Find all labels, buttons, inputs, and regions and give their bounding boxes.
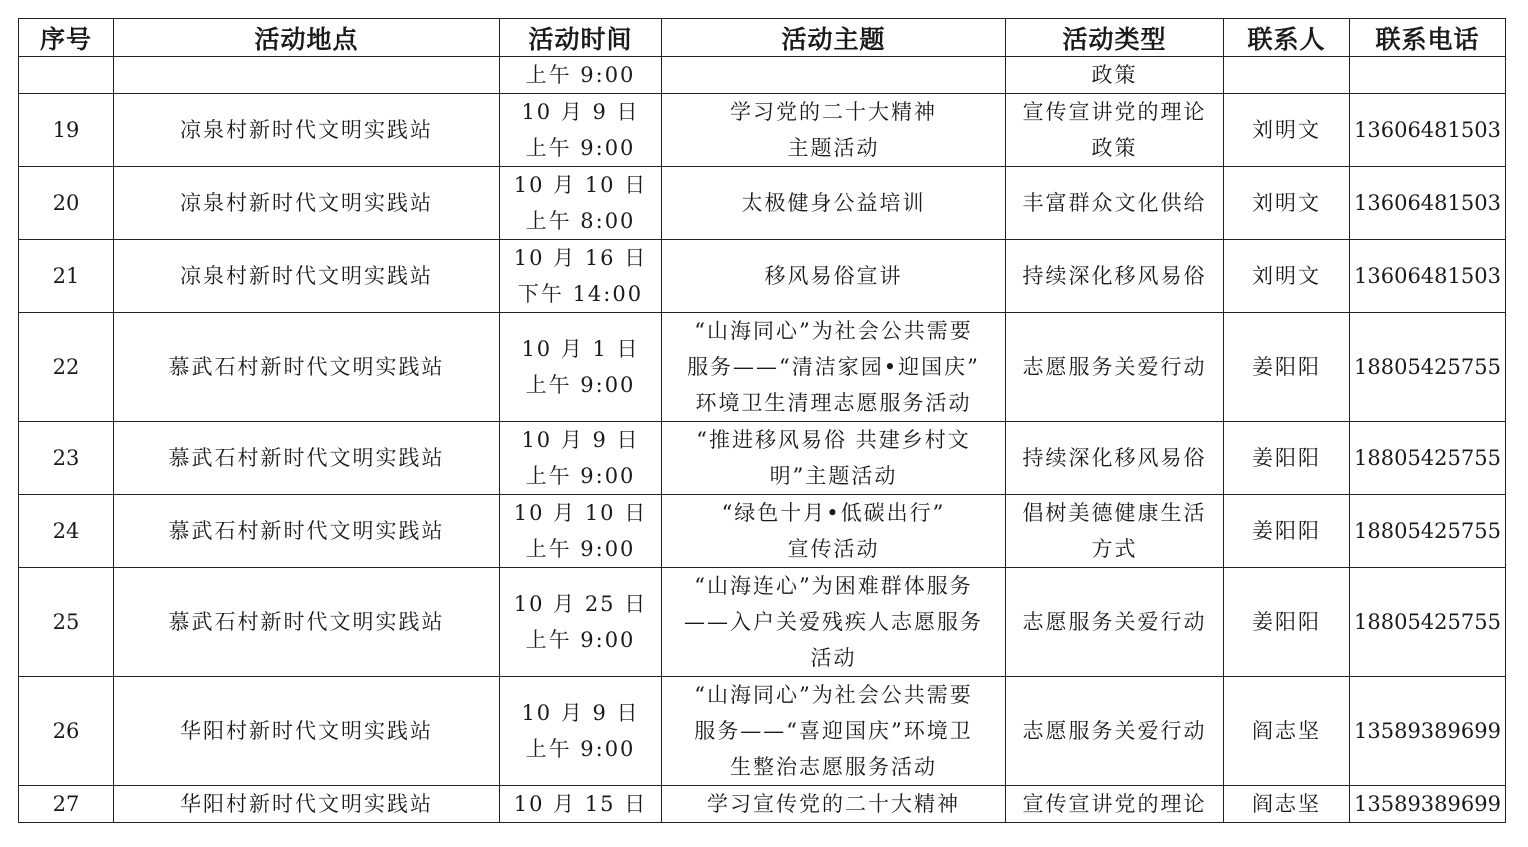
cell-seq: 27	[19, 786, 114, 823]
cell-seq	[19, 57, 114, 94]
header-type: 活动类型	[1006, 19, 1224, 57]
table-body	[19, 57, 1506, 823]
cell-contact	[1224, 57, 1350, 94]
cell-time-line: 10 月 10 日	[513, 173, 648, 197]
cell-theme-line: 太极健身公益培训	[741, 191, 926, 215]
cell-type	[1006, 313, 1224, 422]
cell-contact: 姜阳阳	[1224, 422, 1350, 495]
cell-theme-line: 宣传活动	[787, 537, 880, 561]
cell-contact: 刘明文	[1224, 94, 1350, 167]
cell-type	[1006, 57, 1224, 94]
cell-theme-line: 活动	[810, 646, 857, 670]
cell-theme-line: 学习党的二十大精神	[730, 100, 937, 124]
cell-location: 慕武石村新时代文明实践站	[114, 313, 500, 422]
cell-theme-line: “山海连心”为困难群体服务	[694, 574, 973, 598]
table-row	[19, 167, 1506, 240]
cell-theme-line: 主题活动	[787, 136, 880, 160]
cell-type	[1006, 677, 1224, 786]
cell-theme-line: 生整治志愿服务活动	[730, 755, 937, 779]
table-row	[19, 568, 1506, 677]
cell-theme-line: 移风易俗宣讲	[764, 264, 903, 288]
cell-time-line: 10 月 9 日	[521, 100, 640, 124]
cell-theme	[662, 786, 1006, 823]
cell-theme	[662, 57, 1006, 94]
cell-time-line: 上午 9:00	[525, 63, 636, 87]
cell-location: 华阳村新时代文明实践站	[114, 786, 500, 823]
cell-time	[500, 495, 662, 568]
table-row	[19, 495, 1506, 568]
cell-time-line: 上午 9:00	[525, 136, 636, 160]
cell-phone: 13589389699	[1350, 677, 1506, 786]
cell-time-line: 10 月 1 日	[521, 337, 640, 361]
cell-phone: 13606481503	[1350, 94, 1506, 167]
cell-theme-line: “绿色十月•低碳出行”	[721, 501, 946, 525]
cell-contact: 姜阳阳	[1224, 313, 1350, 422]
cell-seq: 20	[19, 167, 114, 240]
cell-time-line: 10 月 10 日	[513, 501, 648, 525]
cell-time-line: 10 月 16 日	[513, 246, 648, 270]
cell-theme-line: “山海同心”为社会公共需要	[694, 319, 973, 343]
cell-contact: 姜阳阳	[1224, 568, 1350, 677]
cell-type-line: 方式	[1091, 537, 1138, 561]
cell-seq: 24	[19, 495, 114, 568]
cell-theme	[662, 313, 1006, 422]
cell-location: 凉泉村新时代文明实践站	[114, 94, 500, 167]
cell-time	[500, 313, 662, 422]
cell-type	[1006, 422, 1224, 495]
cell-theme	[662, 240, 1006, 313]
cell-phone: 13606481503	[1350, 167, 1506, 240]
cell-type-line: 宣传宣讲党的理论	[1022, 100, 1207, 124]
cell-theme	[662, 422, 1006, 495]
table-row	[19, 94, 1506, 167]
cell-type-line: 志愿服务关爱行动	[1022, 355, 1207, 379]
cell-type	[1006, 240, 1224, 313]
cell-time	[500, 568, 662, 677]
cell-time	[500, 167, 662, 240]
table-row	[19, 313, 1506, 422]
cell-phone: 18805425755	[1350, 495, 1506, 568]
header-row	[19, 19, 1506, 57]
cell-location: 慕武石村新时代文明实践站	[114, 495, 500, 568]
header-contact: 联系人	[1224, 19, 1350, 57]
cell-theme-line: 明”主题活动	[769, 464, 898, 488]
cell-type-line: 志愿服务关爱行动	[1022, 719, 1207, 743]
cell-location	[114, 57, 500, 94]
cell-time	[500, 94, 662, 167]
header-phone: 联系电话	[1350, 19, 1506, 57]
cell-time-line: 10 月 9 日	[521, 428, 640, 452]
cell-location: 凉泉村新时代文明实践站	[114, 240, 500, 313]
cell-theme	[662, 167, 1006, 240]
cell-time	[500, 422, 662, 495]
cell-time-line: 下午 14:00	[517, 282, 644, 306]
cell-type-line: 政策	[1091, 136, 1138, 160]
table-row	[19, 240, 1506, 313]
cell-type	[1006, 167, 1224, 240]
cell-type-line: 志愿服务关爱行动	[1022, 610, 1207, 634]
cell-location: 凉泉村新时代文明实践站	[114, 167, 500, 240]
cell-theme-line: ——入户关爱残疾人志愿服务	[684, 610, 983, 634]
cell-time	[500, 677, 662, 786]
cell-seq: 23	[19, 422, 114, 495]
cell-time-line: 上午 9:00	[525, 628, 636, 652]
cell-phone	[1350, 57, 1506, 94]
cell-contact: 刘明文	[1224, 167, 1350, 240]
cell-theme-line: 服务——“清洁家园•迎国庆”	[687, 355, 980, 379]
table-row	[19, 422, 1506, 495]
cell-type-line: 倡树美德健康生活	[1022, 501, 1207, 525]
cell-seq: 19	[19, 94, 114, 167]
cell-time	[500, 786, 662, 823]
cell-contact: 阎志坚	[1224, 786, 1350, 823]
cell-time-line: 10 月 9 日	[521, 701, 640, 725]
cell-seq: 26	[19, 677, 114, 786]
table-row	[19, 57, 1506, 94]
cell-contact: 阎志坚	[1224, 677, 1350, 786]
cell-type	[1006, 495, 1224, 568]
cell-phone: 18805425755	[1350, 313, 1506, 422]
cell-theme-line: 环境卫生清理志愿服务活动	[695, 391, 972, 415]
cell-time-line: 上午 9:00	[525, 737, 636, 761]
table-row	[19, 786, 1506, 823]
cell-time-line: 上午 9:00	[525, 464, 636, 488]
cell-seq: 22	[19, 313, 114, 422]
cell-phone: 18805425755	[1350, 568, 1506, 677]
header-theme: 活动主题	[662, 19, 1006, 57]
cell-time-line: 上午 9:00	[525, 537, 636, 561]
cell-theme-line: “推进移风易俗 共建乡村文	[696, 428, 971, 452]
cell-phone: 18805425755	[1350, 422, 1506, 495]
cell-time-line: 上午 9:00	[525, 373, 636, 397]
header-time: 活动时间	[500, 19, 662, 57]
cell-seq: 25	[19, 568, 114, 677]
cell-type-line: 持续深化移风易俗	[1022, 264, 1207, 288]
cell-type-line: 政策	[1091, 63, 1138, 87]
activity-schedule-table	[18, 18, 1506, 823]
cell-contact: 姜阳阳	[1224, 495, 1350, 568]
cell-location: 华阳村新时代文明实践站	[114, 677, 500, 786]
cell-phone: 13606481503	[1350, 240, 1506, 313]
cell-type-line: 持续深化移风易俗	[1022, 446, 1207, 470]
cell-theme-line: “山海同心”为社会公共需要	[694, 683, 973, 707]
cell-type	[1006, 568, 1224, 677]
cell-theme-line: 服务——“喜迎国庆”环境卫	[694, 719, 973, 743]
cell-location: 慕武石村新时代文明实践站	[114, 422, 500, 495]
cell-time	[500, 240, 662, 313]
cell-theme-line: 学习宣传党的二十大精神	[707, 792, 960, 816]
cell-seq: 21	[19, 240, 114, 313]
cell-theme	[662, 677, 1006, 786]
cell-type	[1006, 94, 1224, 167]
table-row	[19, 677, 1506, 786]
cell-theme	[662, 568, 1006, 677]
header-location: 活动地点	[114, 19, 500, 57]
cell-type-line: 宣传宣讲党的理论	[1022, 792, 1207, 816]
header-seq: 序号	[19, 19, 114, 57]
cell-location: 慕武石村新时代文明实践站	[114, 568, 500, 677]
cell-phone: 13589389699	[1350, 786, 1506, 823]
cell-time-line: 上午 8:00	[525, 209, 636, 233]
cell-contact: 刘明文	[1224, 240, 1350, 313]
cell-type-line: 丰富群众文化供给	[1022, 191, 1207, 215]
cell-type	[1006, 786, 1224, 823]
cell-time-line: 10 月 15 日	[513, 792, 648, 816]
cell-time	[500, 57, 662, 94]
cell-theme	[662, 495, 1006, 568]
cell-time-line: 10 月 25 日	[513, 592, 648, 616]
cell-theme	[662, 94, 1006, 167]
